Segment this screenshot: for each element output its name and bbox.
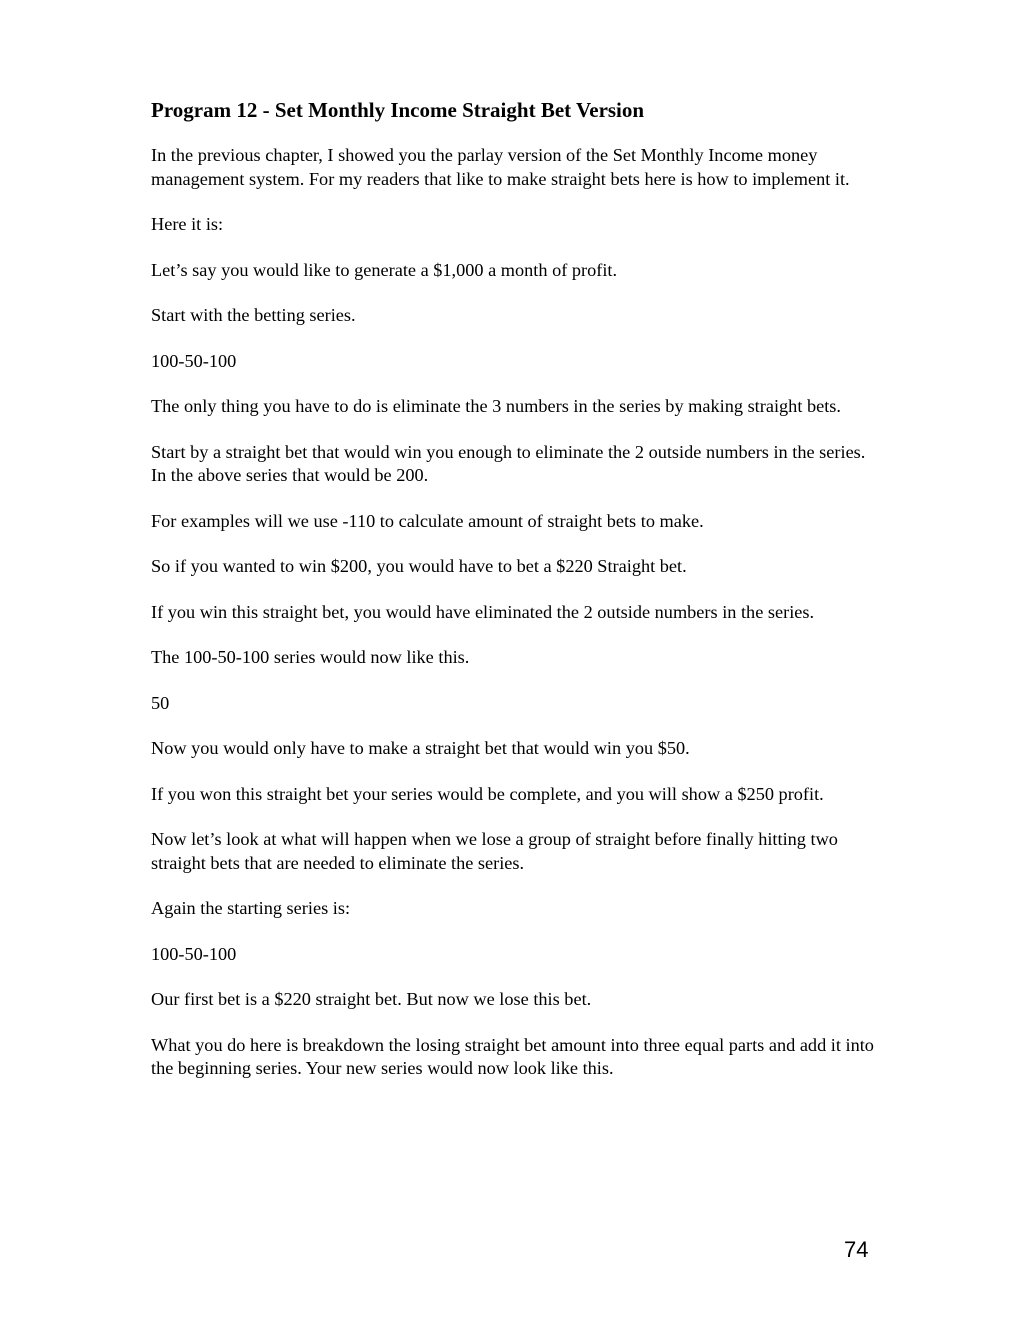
paragraph-series-complete: If you won this straight bet your series would be complete, and you will show a $250 profit. <box>151 783 824 804</box>
paragraph-series-2: 100-50-100 <box>151 943 237 964</box>
paragraph-monthly-profit: Let’s say you would like to generate a $1,000 a month of profit. <box>151 259 618 280</box>
paragraph-lose-group: Now let’s look at what will happen when we lose a group of straight before finally hitting two straight bets that are needed to eliminate the series. <box>151 829 838 873</box>
paragraph-series-1: 100-50-100 <box>151 350 237 371</box>
paragraph-series-now: The 100-50-100 series would now like this. <box>151 647 470 667</box>
paragraph-intro: In the previous chapter, I showed you the parlay version of the Set Monthly Income money management system. For my readers that like to make straight bets here is how to implement it. <box>151 145 850 189</box>
paragraph-here-it-is: Here it is: <box>151 214 224 234</box>
paragraph-remaining-50: 50 <box>151 692 170 713</box>
paragraph-odds-example: For examples will we use -110 to calculate amount of straight bets to make. <box>151 510 704 531</box>
document-page <box>151 96 876 1103</box>
paragraph-outside-numbers: Start by a straight bet that would win you enough to eliminate the 2 outside numbers in the series. In the above series that would be 200. <box>151 441 866 485</box>
paragraph-breakdown: What you do here is breakdown the losing straight bet amount into three equal parts and add it into the beginning series. Your new series would now look like this. <box>151 1034 874 1078</box>
page-title: Program 12 - Set Monthly Income Straight Bet Version <box>151 98 645 122</box>
paragraph-eliminate-numbers: The only thing you have to do is eliminate the 3 numbers in the series by making straight bets. <box>151 396 841 416</box>
paragraph-win-50: Now you would only have to make a straight bet that would win you $50. <box>151 738 690 758</box>
paragraph-bet-amount: So if you wanted to win $200, you would have to bet a $220 Straight bet. <box>151 556 687 576</box>
page-number: 74 <box>844 1237 869 1262</box>
paragraph-start-series: Start with the betting series. <box>151 305 356 325</box>
paragraph-again-starting: Again the starting series is: <box>151 898 351 918</box>
paragraph-win-eliminated: If you win this straight bet, you would have eliminated the 2 outside numbers in the series. <box>151 601 815 622</box>
paragraph-first-bet-lost: Our first bet is a $220 straight bet. But now we lose this bet. <box>151 989 592 1009</box>
